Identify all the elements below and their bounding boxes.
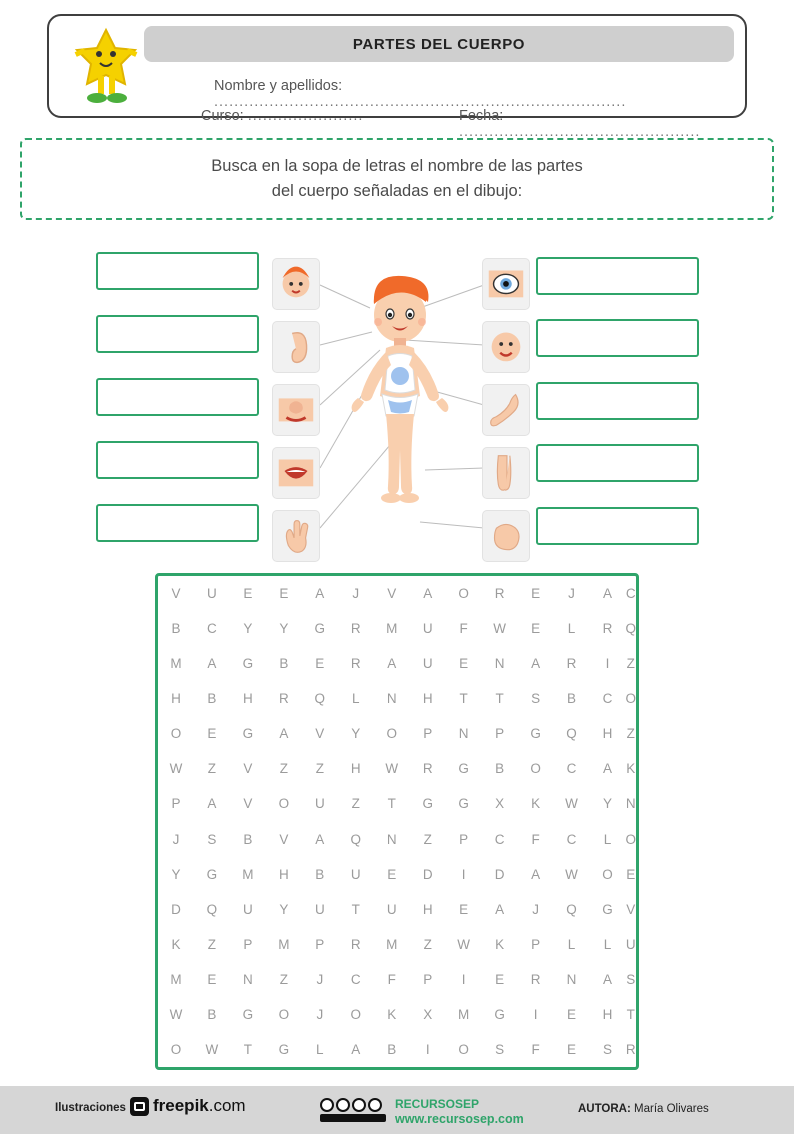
footer bbox=[0, 1086, 794, 1134]
word-search-letter[interactable]: S bbox=[626, 971, 636, 987]
word-search-letter[interactable]: B bbox=[171, 621, 181, 637]
word-search-letter[interactable]: O bbox=[278, 1006, 290, 1022]
word-search-letter[interactable]: J bbox=[532, 901, 539, 917]
word-search-letter[interactable]: W bbox=[169, 1006, 183, 1022]
word-search-letter[interactable]: B bbox=[315, 866, 325, 882]
word-search-letter[interactable]: C bbox=[494, 831, 505, 847]
word-search-letter[interactable]: H bbox=[350, 761, 361, 777]
freepik-brand: freepik bbox=[153, 1096, 209, 1115]
word-search-letter[interactable]: J bbox=[172, 831, 180, 847]
course-input[interactable]: ....................... bbox=[247, 108, 364, 124]
word-search-letter[interactable]: Y bbox=[171, 866, 181, 882]
word-search-letter[interactable]: X bbox=[423, 1006, 433, 1022]
date-input[interactable]: ................................................ bbox=[459, 124, 701, 140]
word-search-letter[interactable]: W bbox=[457, 936, 471, 952]
word-search-letter[interactable]: R bbox=[350, 621, 361, 637]
word-search-grid[interactable] bbox=[155, 573, 639, 1070]
word-search-letter[interactable]: W bbox=[169, 761, 183, 777]
word-search-letter[interactable]: V bbox=[315, 726, 325, 742]
word-search-letter[interactable]: Z bbox=[315, 761, 324, 777]
word-search-letter[interactable]: R bbox=[278, 691, 289, 707]
word-search-letter[interactable]: B bbox=[279, 656, 289, 672]
answer-box-right-5[interactable] bbox=[536, 507, 699, 545]
word-search-letter[interactable]: Z bbox=[626, 726, 635, 742]
word-search-letter[interactable]: V bbox=[387, 586, 397, 602]
word-search-letter[interactable]: O bbox=[278, 796, 290, 812]
answer-box-left-2[interactable] bbox=[96, 315, 259, 353]
word-search-letter[interactable]: A bbox=[315, 831, 325, 847]
word-search-letter[interactable]: G bbox=[494, 1006, 505, 1022]
word-search-letter[interactable]: A bbox=[387, 656, 397, 672]
word-search-letter[interactable]: V bbox=[171, 586, 181, 602]
word-search-letter[interactable]: F bbox=[459, 621, 468, 637]
word-search-letter[interactable]: C bbox=[602, 691, 613, 707]
word-search-letter[interactable]: R bbox=[422, 761, 433, 777]
leg-icon bbox=[482, 447, 530, 499]
word-search-letter[interactable]: B bbox=[207, 1006, 217, 1022]
word-search-letter[interactable]: A bbox=[279, 726, 289, 742]
word-search-letter[interactable]: Z bbox=[207, 936, 217, 952]
name-field-row bbox=[214, 78, 745, 110]
page-title-text: PARTES DEL CUERPO bbox=[352, 35, 526, 53]
word-search-letter[interactable]: O bbox=[625, 831, 636, 847]
word-search-letter[interactable]: N bbox=[386, 691, 397, 707]
word-search-letter[interactable]: I bbox=[461, 866, 466, 882]
page-title bbox=[144, 26, 734, 62]
word-search-letter[interactable]: P bbox=[423, 971, 433, 987]
word-search-letter[interactable]: C bbox=[625, 586, 636, 602]
word-search-letter[interactable]: T bbox=[459, 691, 468, 707]
word-search-letter[interactable]: N bbox=[458, 726, 469, 742]
word-search-letter[interactable]: O bbox=[458, 1041, 469, 1057]
word-search-letter[interactable]: T bbox=[626, 1006, 635, 1022]
word-search-letter[interactable]: H bbox=[243, 691, 253, 707]
word-search-letter[interactable]: F bbox=[387, 971, 396, 987]
word-search-letter[interactable]: L bbox=[352, 691, 360, 707]
word-search-letter[interactable]: O bbox=[170, 726, 182, 742]
word-search-letter[interactable]: F bbox=[531, 1041, 540, 1057]
word-search-letter[interactable]: P bbox=[243, 936, 253, 952]
word-search-letter[interactable]: U bbox=[386, 901, 397, 917]
freepik-logo[interactable] bbox=[130, 1096, 246, 1116]
word-search-letter[interactable]: W bbox=[565, 866, 578, 882]
word-search-letter[interactable]: U bbox=[314, 796, 325, 812]
word-search-letter[interactable]: E bbox=[243, 586, 253, 602]
word-search-letter[interactable]: N bbox=[625, 796, 636, 812]
word-search-letter[interactable]: K bbox=[626, 761, 636, 777]
word-search-letter[interactable]: X bbox=[495, 796, 505, 812]
word-search-letter[interactable]: M bbox=[278, 936, 290, 952]
ear-icon bbox=[272, 321, 320, 373]
word-search-letter[interactable]: H bbox=[422, 901, 433, 917]
answer-box-right-3[interactable] bbox=[536, 382, 699, 420]
word-search-letter[interactable]: E bbox=[495, 971, 505, 987]
word-search-letter[interactable]: Z bbox=[351, 796, 360, 812]
word-search-letter[interactable]: U bbox=[350, 866, 361, 882]
word-search-letter[interactable]: W bbox=[565, 796, 578, 812]
word-search-letter[interactable]: Y bbox=[602, 796, 612, 812]
author-name: María Olivares bbox=[634, 1103, 709, 1115]
foot-icon bbox=[482, 510, 530, 562]
word-search-letter[interactable]: P bbox=[171, 796, 181, 812]
head-icon bbox=[272, 258, 320, 310]
word-search-letter[interactable]: G bbox=[602, 901, 613, 917]
word-search-letter[interactable]: N bbox=[566, 971, 577, 987]
instruction-line-1: Busca en la sopa de letras el nombre de las partes bbox=[211, 157, 583, 175]
word-search-letter[interactable]: K bbox=[495, 936, 505, 952]
word-search-letter[interactable]: F bbox=[531, 831, 540, 847]
word-search-letter[interactable]: M bbox=[386, 621, 398, 637]
word-search-letter[interactable]: E bbox=[459, 656, 469, 672]
word-search-letter[interactable]: W bbox=[493, 621, 506, 637]
freepik-suffix: .com bbox=[208, 1096, 246, 1115]
word-search-letter[interactable]: P bbox=[531, 936, 541, 952]
word-search-letter[interactable]: Q bbox=[350, 831, 362, 847]
name-label: Nombre y apellidos: bbox=[214, 78, 343, 94]
word-search-letter[interactable]: A bbox=[602, 971, 612, 987]
word-search-letter[interactable]: T bbox=[495, 691, 504, 707]
header-card bbox=[47, 14, 747, 140]
word-search-letter[interactable]: E bbox=[567, 1041, 577, 1057]
course-label: Curso: bbox=[201, 108, 244, 124]
word-search-letter[interactable]: C bbox=[207, 621, 217, 637]
word-search-letter[interactable]: H bbox=[602, 726, 613, 742]
word-search-letter[interactable]: U bbox=[207, 586, 217, 602]
word-search-letter[interactable]: G bbox=[530, 726, 541, 742]
word-search-letter[interactable]: Q bbox=[206, 901, 218, 917]
word-search-letter[interactable]: Z bbox=[279, 971, 288, 987]
word-search-letter[interactable]: A bbox=[602, 761, 612, 777]
word-search-letter[interactable]: A bbox=[207, 656, 217, 672]
word-search-letter[interactable]: I bbox=[533, 1006, 538, 1022]
site-url[interactable]: www.recursosep.com bbox=[395, 1112, 524, 1126]
word-search-letter[interactable]: O bbox=[602, 866, 613, 882]
author-credit bbox=[578, 1103, 709, 1115]
word-search-letter[interactable]: C bbox=[350, 971, 361, 987]
word-search-letter[interactable]: U bbox=[314, 901, 325, 917]
word-search-letter[interactable]: E bbox=[279, 586, 289, 602]
word-search-letter[interactable]: C bbox=[566, 831, 577, 847]
body-figure-illustration bbox=[330, 260, 470, 550]
course-field-row bbox=[201, 108, 363, 124]
word-search-letter[interactable]: O bbox=[170, 1041, 182, 1057]
creative-commons-icon bbox=[320, 1098, 382, 1112]
word-search-letter[interactable]: H bbox=[422, 691, 433, 707]
word-search-letter[interactable]: A bbox=[207, 796, 217, 812]
answer-box-left-5[interactable] bbox=[96, 504, 259, 542]
word-search-letter[interactable]: Q bbox=[566, 726, 577, 742]
word-search-letter[interactable]: Q bbox=[314, 691, 326, 707]
word-search-letter[interactable]: M bbox=[242, 866, 254, 882]
word-search-letter[interactable]: M bbox=[458, 1006, 470, 1022]
answer-box-right-4[interactable] bbox=[536, 444, 699, 482]
word-search-letter[interactable]: K bbox=[171, 936, 181, 952]
word-search-letter[interactable]: J bbox=[352, 586, 360, 602]
eye-icon bbox=[482, 258, 530, 310]
word-search-letter[interactable]: A bbox=[531, 656, 541, 672]
word-search-letter[interactable]: S bbox=[602, 1041, 612, 1057]
word-search-letter[interactable]: B bbox=[567, 691, 577, 707]
word-search-letter[interactable]: H bbox=[171, 691, 181, 707]
word-search-letter[interactable]: N bbox=[243, 971, 253, 987]
word-search-letter[interactable]: E bbox=[567, 1006, 577, 1022]
word-search-letter[interactable]: D bbox=[422, 866, 433, 882]
word-search-letter[interactable]: Y bbox=[279, 901, 289, 917]
date-label: Fecha: bbox=[459, 108, 504, 124]
word-search-letter[interactable]: L bbox=[603, 936, 612, 952]
word-search-letter[interactable]: O bbox=[625, 691, 636, 707]
arm-icon bbox=[482, 384, 530, 436]
word-search-letter[interactable]: G bbox=[458, 761, 469, 777]
word-search-letter[interactable]: G bbox=[242, 726, 254, 742]
word-search-letter[interactable]: A bbox=[531, 866, 541, 882]
word-search-letter[interactable]: E bbox=[531, 586, 541, 602]
word-search-letter[interactable]: V bbox=[243, 761, 253, 777]
word-search-letter[interactable]: O bbox=[350, 1006, 362, 1022]
word-search-letter[interactable]: L bbox=[567, 936, 576, 952]
name-input[interactable]: .................................................................................. bbox=[214, 94, 627, 110]
word-search-letter[interactable]: K bbox=[387, 1006, 397, 1022]
word-search-letter[interactable]: G bbox=[242, 656, 254, 672]
mouth-icon bbox=[272, 447, 320, 499]
word-search-letter[interactable]: Y bbox=[351, 726, 361, 742]
word-search-letter[interactable]: L bbox=[567, 621, 576, 637]
word-search-letter[interactable]: E bbox=[207, 726, 217, 742]
word-search-letter[interactable]: N bbox=[494, 656, 505, 672]
word-search-letter[interactable]: G bbox=[242, 1006, 254, 1022]
word-search-letter[interactable]: U bbox=[422, 656, 433, 672]
word-search-letter[interactable]: Q bbox=[566, 901, 577, 917]
word-search-letter[interactable]: V bbox=[279, 831, 289, 847]
word-search-letter[interactable]: S bbox=[531, 691, 541, 707]
word-search-letter[interactable]: O bbox=[458, 586, 469, 602]
word-search-letter[interactable]: E bbox=[626, 866, 636, 882]
word-search-letter[interactable]: Q bbox=[625, 621, 636, 637]
word-search-letter[interactable]: V bbox=[243, 796, 253, 812]
word-search-letter[interactable]: M bbox=[386, 936, 398, 952]
face-icon bbox=[482, 321, 530, 373]
word-search-letter[interactable]: A bbox=[423, 586, 433, 602]
word-search-letter[interactable]: J bbox=[316, 971, 324, 987]
word-search-letter[interactable]: U bbox=[243, 901, 253, 917]
date-field-row bbox=[459, 108, 745, 140]
instruction-line-2: del cuerpo señaladas en el dibujo: bbox=[271, 182, 523, 200]
word-search-letter[interactable]: T bbox=[351, 901, 360, 917]
word-search-letter[interactable]: G bbox=[422, 796, 433, 812]
instruction-box bbox=[20, 138, 774, 220]
word-search-letter[interactable]: P bbox=[423, 726, 433, 742]
answer-box-left-1[interactable] bbox=[96, 252, 259, 290]
answer-box-right-2[interactable] bbox=[536, 319, 699, 357]
word-search-letter[interactable]: V bbox=[626, 901, 636, 917]
freepik-mark-icon bbox=[130, 1097, 149, 1116]
nose-icon bbox=[272, 384, 320, 436]
site-name: RECURSOSEP bbox=[395, 1097, 480, 1111]
word-search-letter[interactable]: U bbox=[422, 621, 433, 637]
word-search-letter[interactable]: E bbox=[315, 656, 325, 672]
word-search-letter[interactable]: Z bbox=[279, 761, 288, 777]
word-search-letter[interactable]: I bbox=[461, 971, 466, 987]
word-search-letter[interactable]: O bbox=[386, 726, 397, 742]
word-search-letter[interactable]: P bbox=[495, 726, 505, 742]
word-search-letter[interactable]: M bbox=[170, 656, 182, 672]
word-search-letter[interactable]: H bbox=[278, 866, 289, 882]
word-search-letter[interactable]: J bbox=[568, 586, 575, 602]
word-search-letter[interactable]: G bbox=[314, 621, 326, 637]
word-search-letter[interactable]: Y bbox=[279, 621, 289, 637]
star-mascot-icon bbox=[63, 24, 149, 112]
word-search-letter[interactable]: D bbox=[171, 901, 181, 917]
word-search-letter[interactable]: R bbox=[625, 1041, 636, 1057]
word-search-letter[interactable]: H bbox=[602, 1006, 613, 1022]
word-search-letter[interactable]: T bbox=[243, 1041, 253, 1057]
word-search-letter[interactable]: R bbox=[494, 586, 505, 602]
word-search-letter[interactable]: S bbox=[207, 831, 217, 847]
word-search-letter[interactable]: G bbox=[458, 796, 469, 812]
word-search-letter[interactable]: R bbox=[566, 656, 577, 672]
word-search-letter[interactable]: A bbox=[315, 586, 325, 602]
word-search-letter[interactable]: I bbox=[425, 1041, 430, 1057]
word-search-letter[interactable]: B bbox=[243, 831, 253, 847]
word-search-letter[interactable]: E bbox=[207, 971, 217, 987]
word-search-letter[interactable]: W bbox=[205, 1041, 219, 1057]
word-search-letter[interactable]: S bbox=[495, 1041, 505, 1057]
word-search-letter[interactable]: R bbox=[350, 656, 361, 672]
word-search-letter[interactable]: R bbox=[530, 971, 541, 987]
word-search-letter[interactable]: Z bbox=[423, 936, 432, 952]
hand-icon bbox=[272, 510, 320, 562]
word-search-letter[interactable]: R bbox=[350, 936, 361, 952]
word-search-letter[interactable]: U bbox=[625, 936, 636, 952]
word-search-letter[interactable]: P bbox=[315, 936, 325, 952]
answer-box-left-4[interactable] bbox=[96, 441, 259, 479]
word-search-letter[interactable]: I bbox=[605, 656, 610, 672]
word-search-letter[interactable]: B bbox=[495, 761, 505, 777]
word-search-letter[interactable]: A bbox=[351, 1041, 361, 1057]
word-search-letter[interactable]: Z bbox=[423, 831, 432, 847]
word-search-letter[interactable]: P bbox=[459, 831, 469, 847]
word-search-letter[interactable]: B bbox=[387, 1041, 397, 1057]
word-search-letter[interactable]: G bbox=[278, 1041, 290, 1057]
word-search-letter[interactable]: G bbox=[206, 866, 218, 882]
illustrations-label: Ilustraciones bbox=[55, 1102, 126, 1114]
word-search-letter[interactable]: J bbox=[316, 1006, 324, 1022]
word-search-letter[interactable]: L bbox=[603, 831, 612, 847]
word-search-letter[interactable]: C bbox=[566, 761, 577, 777]
word-search-letter[interactable]: M bbox=[170, 971, 182, 987]
word-search-letter[interactable]: N bbox=[386, 831, 397, 847]
word-search-letter[interactable]: E bbox=[531, 621, 541, 637]
word-search-letter[interactable]: A bbox=[495, 901, 505, 917]
word-search-letter[interactable]: R bbox=[602, 621, 613, 637]
word-search-letter[interactable]: K bbox=[531, 796, 541, 812]
word-search-letter[interactable]: A bbox=[602, 586, 612, 602]
word-search-letter[interactable]: W bbox=[385, 761, 399, 777]
answer-box-right-1[interactable] bbox=[536, 257, 699, 295]
answer-box-left-3[interactable] bbox=[96, 378, 259, 416]
word-search-letter[interactable]: D bbox=[494, 866, 505, 882]
labeling-activity bbox=[0, 240, 794, 560]
word-search-letter[interactable]: Y bbox=[243, 621, 253, 637]
word-search-letter[interactable]: O bbox=[530, 761, 541, 777]
word-search-letter[interactable]: T bbox=[387, 796, 396, 812]
word-search-letter[interactable]: E bbox=[387, 866, 397, 882]
word-search-letter[interactable]: Z bbox=[207, 761, 217, 777]
word-search-letter[interactable]: Z bbox=[626, 656, 635, 672]
word-search-letter[interactable]: B bbox=[207, 691, 217, 707]
word-search-letter[interactable]: L bbox=[316, 1041, 324, 1057]
word-search-letter[interactable]: E bbox=[459, 901, 469, 917]
creative-commons-bar bbox=[320, 1114, 386, 1122]
author-label: AUTORA: bbox=[578, 1103, 631, 1115]
